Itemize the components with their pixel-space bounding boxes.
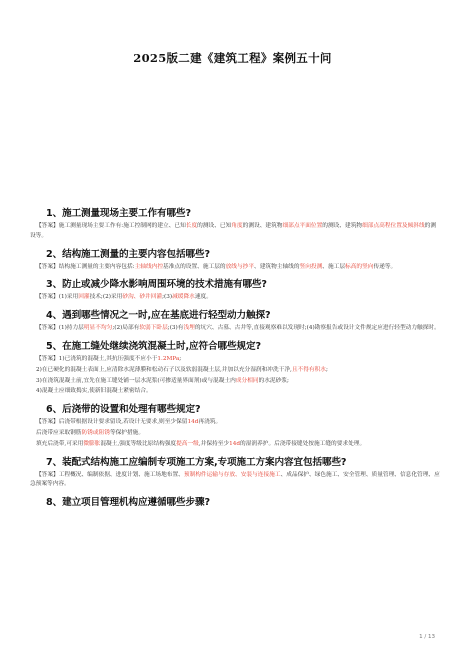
answer-5-text: 2)在已硬化的混凝土表面上,应清除水泥薄膜和松动石子以及软弱混凝土层,并加以充分湿润和冲洗干净, [36, 366, 292, 373]
answer-5-highlight: 且不得有积水 [291, 366, 326, 373]
qa-content [30, 205, 440, 511]
answer-2-text: 基准点的设置、施工层的 [163, 263, 226, 270]
answer-5-text: 的水泥砂浆; [258, 377, 289, 384]
answer-6-highlight: 14d [229, 440, 241, 447]
answer-1-highlight: 长度 [185, 223, 198, 229]
answer-4 [30, 324, 440, 334]
answer-5-highlight: 成分相同 [235, 377, 259, 384]
answer-1-highlight: 细部点平面位置 [282, 223, 323, 229]
question-5: 5、在施工缝处继续浇筑混凝土时,应符合哪些规定? [46, 340, 261, 352]
answer-2-text: 、施工层 [322, 263, 346, 270]
answer-5-text: 3)在浇筑混凝土前,宜先在施工缝处铺一层水泥浆(可掺适量界面剂)或与混凝土内 [36, 377, 236, 384]
answer-5-line-4: 4)混凝土应细致捣实,使新旧混凝土紧密结合。 [36, 388, 152, 395]
answer-6-text: 再浇筑。 [198, 419, 222, 426]
answer-4-text: ;(3)有 [167, 325, 184, 332]
answer-6-highlight: 14d [187, 419, 199, 426]
question-3: 3、防止或减少降水影响周围环境的技术措施有哪些? [46, 279, 267, 291]
answer-2-text: 【答案】结构施工测量的主要内容包括: [36, 263, 135, 270]
question-7: 7、装配式结构施工应编制专项施工方案,专项施工方案内容宜包括哪些? [46, 456, 347, 468]
answer-4-text: 的坑穴、古墓、古井等,直接观察难以发现时;(4)勘察报告或设计文件规定应进行轻型动力触探时。 [194, 325, 440, 332]
answer-2 [30, 263, 440, 273]
answer-4-highlight: 软弱下卧层 [139, 325, 168, 332]
answer-6-text: 混凝土,强度等级比原结构强度 [100, 440, 177, 447]
answer-7-text: 【答案】工程概况、编制依据、进度计划、施工场地布置、 [36, 471, 184, 478]
answer-6-text: 后浇带应采取钢筋 [36, 429, 82, 436]
answer-6-line-2 [30, 429, 440, 439]
answer-1-text: 的测设、已知 [197, 223, 232, 229]
document-title: 2025版二建《建筑工程》案例五十问 [133, 51, 332, 65]
answer-2-highlight: 标高的竖向 [345, 263, 374, 270]
answer-5-line-3 [30, 377, 440, 387]
answer-1-highlight: 角度 [231, 223, 243, 229]
answer-7 [30, 471, 440, 491]
answer-6-text: ,并保持至少 [198, 440, 230, 447]
answer-6-text: 填充后浇带,可采用 [36, 440, 84, 447]
answer-7-text: 、成品保护、绿色施工、安全管理、质量管理、信息化管理、应急预案等内容。 [30, 471, 440, 488]
answer-1-text: 【答案】施工测量现场主要工作有:施工控制网的建立、已知 [36, 223, 186, 229]
answer-6-text: 的湿润养护。后浇带接缝处按施工缝的要求处理。 [240, 440, 366, 447]
answer-5-highlight: 1.2MPa [157, 355, 180, 362]
question-4: 4、遇到哪些情况之一时,应在基底进行轻型动力触探? [46, 310, 271, 322]
answer-6-line-3 [30, 440, 440, 450]
answer-6-highlight: 防锈或阻锈 [81, 429, 110, 436]
answer-3 [30, 293, 440, 303]
answer-1-text: 的测设、建筑物 [322, 223, 363, 229]
answer-3-highlight: 减缓降水 [172, 294, 195, 301]
answer-2-text: 、建筑物主轴线的 [254, 263, 300, 270]
answer-4-highlight: 浅埋 [183, 325, 195, 332]
answer-5-text: 【答案】1)已浇筑的混凝土,其抗压强度不应小于 [36, 355, 158, 362]
answer-5-text: ; [325, 366, 328, 373]
answer-1-highlight: 细部点高程位置及倾斜线 [362, 223, 425, 229]
answer-3-text: 【答案】(1)采用 [36, 294, 79, 301]
answer-5-line-2 [30, 366, 440, 376]
answer-5-text: ; [179, 355, 182, 362]
answer-3-text: ;(3) [162, 294, 173, 301]
answer-5-line-1 [30, 355, 440, 365]
answer-1-text: 的测设等。 [30, 223, 437, 239]
answer-2-text: 传递等。 [373, 263, 397, 270]
question-6: 6、后浇带的设置和处理有哪些规定? [46, 404, 201, 416]
answer-6-text: 等保护措施。 [109, 429, 145, 436]
answer-3-text: 技术;(2)采用 [89, 294, 123, 301]
answer-2-highlight: 竖向投测 [299, 263, 323, 270]
answer-1 [30, 222, 440, 242]
answer-4-text: 【答案】(1)持力层 [36, 325, 84, 332]
answer-3-text: 速度。 [194, 294, 212, 301]
answer-4-highlight: 明显不均匀 [83, 325, 113, 332]
answer-7-highlight: 预制构件运输与存放、安装与连接施工 [183, 471, 281, 478]
question-2: 2、结构施工测量的主要内容包括哪些? [46, 248, 210, 260]
answer-6-text: 【答案】后浇带根据设计要求留设,若设计无要求,则至少保留 [36, 419, 188, 426]
answer-2-highlight: 放线与抄平 [225, 263, 255, 270]
answer-6-line-1 [30, 418, 440, 428]
answer-6-highlight: 微膨胀 [83, 440, 101, 447]
question-1: 1、施工测量现场主要工作有哪些? [46, 208, 191, 219]
question-8: 8、建立项目管理机构应遵循哪些步骤? [46, 497, 210, 509]
answer-1-text: 的测设、建筑物 [242, 223, 283, 229]
answer-4-text: ;(2)局部有 [112, 325, 140, 332]
answer-3-highlight: 砂沟、砂井回灌 [122, 294, 163, 301]
page-number: 1 / 13 [419, 634, 435, 640]
answer-2-highlight: 主轴线内控 [134, 263, 164, 270]
answer-6-highlight: 提高一级 [176, 440, 199, 447]
answer-3-highlight: 回灌 [78, 294, 90, 301]
